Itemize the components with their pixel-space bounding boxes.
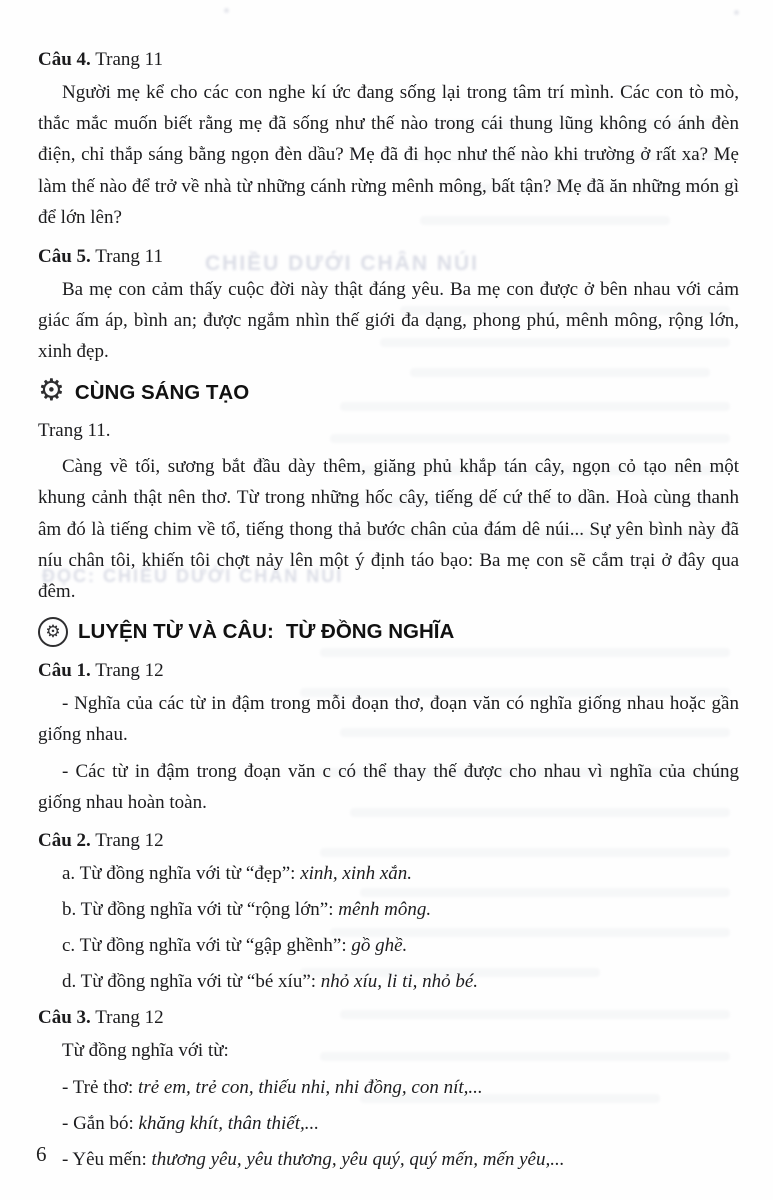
question-page-ref: Trang 11 <box>95 245 163 267</box>
ghost-lesson-title: CHIỀU DƯỚI CHÂN NÚI <box>205 252 480 275</box>
question-number: Câu 1. <box>38 659 91 681</box>
section-title-suffix: TỪ ĐỒNG NGHĨA <box>285 620 455 644</box>
question-number: Câu 2. <box>38 829 91 851</box>
synonym-list: mênh mông. <box>338 898 432 920</box>
question-number: Câu 3. <box>38 1007 91 1029</box>
question-heading-cau3 <box>38 1002 739 1033</box>
section-heading-cung-sang-tao <box>38 376 739 410</box>
answer-paragraph-cung-sang-tao: Càng về tối, sương bắt đầu dày thêm, giăng phủ khắp tán cây, ngọn cỏ tạo nên một khung cảnh thật nên thơ. Từ trong những hốc cây, tiếng dế cứ thế to dần. Hoà cùng thanh âm đó là tiếng chim về tổ, tiếng thong thả bước chân của đám dê núi... Sự yên bình này đã níu chân tôi, khiến tôi chợt nảy lên một ý định táo bạo: Ba mẹ con sẽ cắm trại ở đây qua đêm. <box>38 456 739 602</box>
question-heading-cau5 <box>38 241 739 272</box>
synonym-list: khăng khít, thân thiết,... <box>138 1112 319 1134</box>
question-page-ref: Trang 11 <box>95 49 163 70</box>
synonym-list: nhỏ xíu, li ti, nhỏ bé. <box>320 971 479 993</box>
question-number: Câu 4. <box>38 49 91 70</box>
question-page-ref: Trang 12 <box>95 829 164 851</box>
answer-item: c. Từ đồng nghĩa với từ “gập ghềnh”: gồ ghề. <box>62 934 408 956</box>
question-heading-cau1 <box>38 655 739 686</box>
answer-item: - Gắn bó: khăng khít, thân thiết,... <box>62 1112 319 1134</box>
synonym-list: gồ ghề. <box>351 934 408 956</box>
ghost-section-title: ĐỌC: CHIỀU DƯỚI CHÂN NÚI <box>42 566 344 586</box>
gear-circle-icon: ⚙ <box>38 617 68 647</box>
answer-item: b. Từ đồng nghĩa với từ “rộng lớn”: mênh mông. <box>62 898 432 920</box>
answer-paragraph-cau5: Ba mẹ con cảm thấy cuộc đời này thật đáng yêu. Ba mẹ con được ở bên nhau với cảm giác ấm áp, bình an; được ngắm nhìn thế giới đa dạng, phong phú, mênh mông, rộng lớn, xinh đẹp. <box>38 279 739 363</box>
answer-item: - Các từ in đậm trong đoạn văn c có thể thay thế được cho nhau vì nghĩa của chúng giống nhau hoàn toàn. <box>38 761 739 814</box>
synonym-list: trẻ em, trẻ con, thiếu nhi, nhi đồng, con nít,... <box>138 1076 483 1098</box>
answer-item: - Nghĩa của các từ in đậm trong mỗi đoạn thơ, đoạn văn có nghĩa giống nhau hoặc gần giống nhau. <box>38 692 739 746</box>
section-page-ref: Trang 11. <box>38 420 111 442</box>
section-heading-luyen-tu-va-cau <box>38 615 739 649</box>
question-page-ref: Trang 12 <box>95 1007 164 1029</box>
answer-item: d. Từ đồng nghĩa với từ “bé xíu”: nhỏ xíu, li ti, nhỏ bé. <box>62 971 479 993</box>
section-title-prefix: LUYỆN TỪ VÀ CÂU: <box>78 620 274 644</box>
question-heading-cau4 <box>38 44 739 75</box>
answer-paragraph-cau4: Người mẹ kể cho các con nghe kí ức đang sống lại trong tâm trí mình. Các con tò mò, thắc mắc muốn biết rằng mẹ đã sống như thế nào trong cái thung lũng không có ánh đèn điện, chỉ thắp sáng bằng ngọn đèn dầu? Mẹ đã đi học như thế nào khi trường ở rất xa? Mẹ làm thế nào để trở về nhà từ những cánh rừng mênh mông, bất tận? Mẹ đã ăn những món gì để lớn lên? <box>38 82 739 228</box>
question-page-ref: Trang 12 <box>95 659 164 681</box>
section-title: CÙNG SÁNG TẠO <box>74 380 250 404</box>
answer-item: a. Từ đồng nghĩa với từ “đẹp”: xinh, xinh xắn. <box>62 862 413 884</box>
answer-item: - Trẻ thơ: trẻ em, trẻ con, thiếu nhi, nhi đồng, con nít,... <box>62 1076 483 1098</box>
question-number: Câu 5. <box>38 245 91 267</box>
synonym-list: thương yêu, yêu thương, yêu quý, quý mến, mến yêu,... <box>151 1148 565 1170</box>
page-number: 6 <box>36 1142 47 1166</box>
answer-item: - Yêu mến: thương yêu, yêu thương, yêu quý, quý mến, mến yêu,... <box>62 1148 565 1170</box>
gear-sparkle-icon: ⚙ <box>38 374 65 408</box>
synonym-list: xinh, xinh xắn. <box>300 862 413 884</box>
question-heading-cau2 <box>38 825 739 856</box>
answer-intro: Từ đồng nghĩa với từ: <box>62 1040 229 1062</box>
